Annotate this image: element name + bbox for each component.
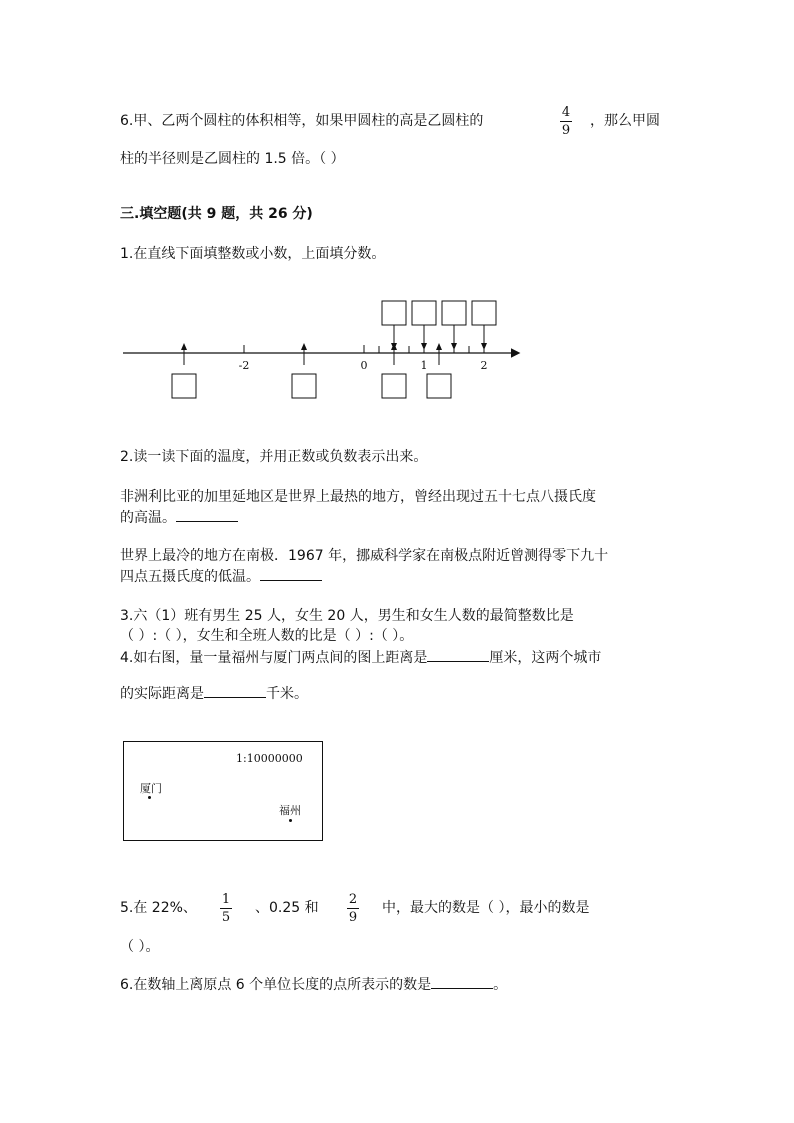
q4-line1-tail: 厘米，这两个城市: [489, 650, 602, 666]
q2-text: 2.读一读下面的温度，并用正数或负数表示出来。: [120, 449, 428, 465]
answer-blank-real-distance[interactable]: [204, 684, 266, 698]
q3-line2: （ ）:（ ），女生和全班人数的比是（ ）:（ ）。: [120, 628, 414, 644]
fraction-bar: [560, 121, 572, 122]
answer-box-above: [442, 301, 466, 325]
q2-para2-line2-text: 四点五摄氏度的低温。: [120, 569, 260, 585]
arrow-up-icon: [301, 343, 307, 350]
q4-line2: [120, 684, 308, 703]
fraction-denominator: 5: [221, 910, 231, 925]
fraction-denominator: 9: [561, 123, 571, 138]
map-scale: 1:10000000: [236, 752, 303, 765]
city-dot-xiamen: [148, 796, 151, 799]
q4-line2-tail: 千米。: [266, 686, 308, 702]
q6-text: 6.在数轴上离原点 6 个单位长度的点所表示的数是: [120, 977, 432, 993]
city-dot-fuzhou: [289, 819, 292, 822]
q3-line1: 3.六（1）班有男生 25 人，女生 20 人，男生和女生人数的最简整数比是: [120, 608, 574, 624]
answer-box-below: [172, 374, 196, 398]
q2-para1-line1: 非洲利比亚的加里延地区是世界上最热的地方，曾经出现过五十七点八摄氏度: [120, 489, 596, 505]
answer-box-above: [472, 301, 496, 325]
tick-label: 0: [360, 359, 368, 372]
q5-text-c: 中，最大的数是（ ），最小的数是: [382, 900, 590, 916]
q6-tail: 。: [493, 977, 508, 993]
answer-boxes: [172, 301, 496, 398]
fraction-denominator: 9: [348, 910, 358, 925]
answer-box-above: [412, 301, 436, 325]
fraction-bar: [220, 908, 232, 909]
q2-para1-line2-text: 的高温。: [120, 510, 176, 526]
tick-label: -2: [238, 359, 250, 372]
answer-box-below: [292, 374, 316, 398]
fraction-numerator: 2: [348, 892, 358, 907]
q4-line1: [120, 648, 601, 667]
fraction-4-9: [558, 105, 574, 138]
arrow-down-icon: [451, 343, 457, 350]
arrow-up-icon: [436, 343, 442, 350]
q4-line2-text: 的实际距离是: [120, 686, 204, 702]
number-line-labels: [239, 359, 488, 372]
tick-label: 1: [420, 359, 428, 372]
q5-text-a: 5.在 22%、: [120, 900, 197, 916]
section-title: 三.填空题(共 9 题，共 26 分): [120, 206, 313, 222]
arrow-down-icon: [421, 343, 427, 350]
judge-q6-line1-tail: ，那么甲圆: [590, 113, 660, 129]
answer-box-above: [382, 301, 406, 325]
judge-q6-line2: 柱的半径则是乙圆柱的 1.5 倍。（ ）: [120, 151, 345, 167]
q4-line1-text: 4.如右图，量一量福州与厦门两点间的图上距离是: [120, 650, 428, 666]
answer-blank-map-distance[interactable]: [427, 648, 489, 662]
tick-label: 2: [480, 359, 488, 372]
q6-line: [120, 975, 507, 994]
city-label-fuzhou: 福州: [279, 804, 301, 817]
judge-q6-line1-text: 6.甲、乙两个圆柱的体积相等，如果甲圆柱的高是乙圆柱的: [120, 113, 484, 129]
fraction-numerator: 4: [561, 105, 571, 120]
fraction-bar: [347, 908, 359, 909]
q2-para1-line2: [120, 508, 238, 527]
city-label-xiamen: 厦门: [140, 782, 162, 795]
arrow-down-icon: [481, 343, 487, 350]
q2-para2-line2: [120, 567, 322, 586]
arrow-up-icon: [181, 343, 187, 350]
answer-blank-cold[interactable]: [260, 567, 322, 581]
q5-text-b: 、0.25 和: [255, 900, 319, 916]
answer-blank-hot[interactable]: [176, 508, 238, 522]
q1-text: 1.在直线下面填整数或小数，上面填分数。: [120, 246, 386, 262]
q2-para2-line1: 世界上最冷的地方在南极．1967 年，挪威科学家在南极点附近曾测得零下九十: [120, 548, 609, 564]
map-figure: [123, 741, 323, 841]
number-line-figure: [115, 290, 535, 405]
q5-line2: （ ）。: [120, 939, 160, 955]
answer-box-below: [382, 374, 406, 398]
answer-blank-q6[interactable]: [431, 975, 493, 989]
answer-box-below: [427, 374, 451, 398]
fraction-numerator: 1: [221, 892, 231, 907]
fraction-2-9: [345, 892, 361, 925]
fraction-1-5: [218, 892, 234, 925]
